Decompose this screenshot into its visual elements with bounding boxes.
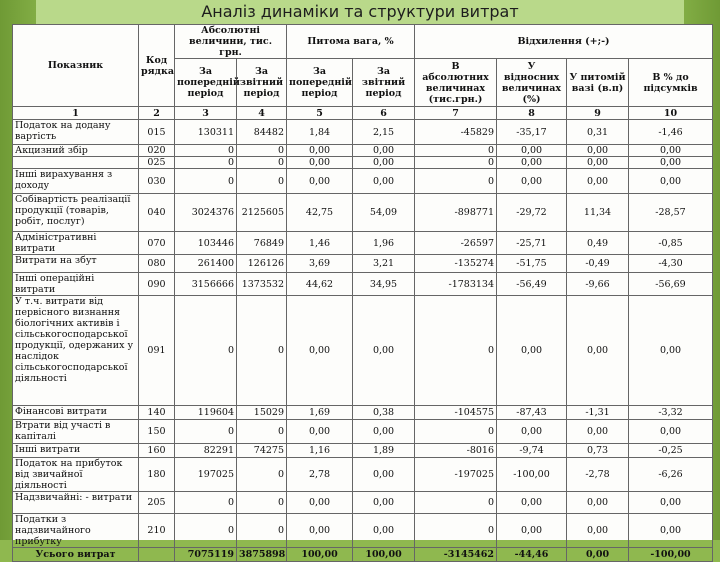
row-value: 0,00 — [353, 514, 415, 548]
row-value: 0 — [237, 296, 287, 406]
table-row — [13, 157, 713, 169]
row-value: 0,00 — [353, 169, 415, 194]
row-code: 160 — [139, 444, 175, 458]
total-value: -3145462 — [415, 548, 497, 562]
row-value: -100,00 — [497, 458, 567, 492]
row-value: -104575 — [415, 406, 497, 420]
total-value: 7075119 — [175, 548, 237, 562]
row-value: 0,00 — [567, 420, 629, 444]
col-number: 4 — [237, 107, 287, 120]
row-value: 0,00 — [287, 157, 353, 169]
expense-table-sheet — [12, 24, 712, 560]
row-value: -87,43 — [497, 406, 567, 420]
row-value: 0,00 — [567, 145, 629, 157]
row-value: 0,31 — [567, 120, 629, 145]
row-value: 0 — [415, 157, 497, 169]
row-value: 0 — [237, 169, 287, 194]
header-rel-dev: У відносних величинах (%) — [497, 59, 567, 107]
row-value: 0 — [175, 296, 237, 406]
row-value: 0,00 — [287, 514, 353, 548]
row-value: 0,00 — [629, 514, 713, 548]
row-value: 76849 — [237, 232, 287, 255]
header-abs-dev: В абсолютних величинах (тис.грн.) — [415, 59, 497, 107]
row-code: 030 — [139, 169, 175, 194]
row-value: 0,38 — [353, 406, 415, 420]
total-value: -44,46 — [497, 548, 567, 562]
table-row — [13, 120, 713, 145]
expense-table — [12, 24, 713, 562]
row-code: 025 — [139, 157, 175, 169]
row-code: 015 — [139, 120, 175, 145]
row-value: 0,00 — [287, 420, 353, 444]
table-row — [13, 444, 713, 458]
row-value: 0,00 — [497, 492, 567, 514]
row-value: -135274 — [415, 255, 497, 273]
row-value: -25,71 — [497, 232, 567, 255]
row-value: 1,96 — [353, 232, 415, 255]
row-value: 0 — [175, 157, 237, 169]
total-label: Усього витрат — [13, 548, 139, 562]
row-value: 3,69 — [287, 255, 353, 273]
row-value: -197025 — [415, 458, 497, 492]
total-value: 100,00 — [287, 548, 353, 562]
header-share: Питома вага, % — [287, 25, 415, 59]
total-value: 100,00 — [353, 548, 415, 562]
row-value: 1,69 — [287, 406, 353, 420]
row-code: 140 — [139, 406, 175, 420]
row-value: 3024376 — [175, 194, 237, 232]
table-row — [13, 232, 713, 255]
row-code: 150 — [139, 420, 175, 444]
row-value: -26597 — [415, 232, 497, 255]
row-value: 197025 — [175, 458, 237, 492]
row-value: 0,00 — [497, 169, 567, 194]
row-value: 0,00 — [353, 458, 415, 492]
row-value: 0,00 — [567, 492, 629, 514]
row-value: 0 — [237, 514, 287, 548]
row-indicator: Втрати від участі в капіталі — [13, 420, 139, 444]
row-value: 0 — [237, 458, 287, 492]
row-code: 205 — [139, 492, 175, 514]
row-value: 0,00 — [353, 420, 415, 444]
table-row — [13, 273, 713, 296]
row-indicator: Акцизний збір — [13, 145, 139, 157]
col-number: 10 — [629, 107, 713, 120]
header-prev: За попередній період — [175, 59, 237, 107]
row-indicator: Витрати на збут — [13, 255, 139, 273]
row-value: -51,75 — [497, 255, 567, 273]
row-value: 11,34 — [567, 194, 629, 232]
row-value: 3156666 — [175, 273, 237, 296]
row-value: -898771 — [415, 194, 497, 232]
row-value: 0,00 — [497, 420, 567, 444]
row-code: 210 — [139, 514, 175, 548]
row-value: 0 — [415, 145, 497, 157]
table-row — [13, 296, 713, 406]
row-value: 2,78 — [287, 458, 353, 492]
row-value: 0 — [237, 145, 287, 157]
row-value: 130311 — [175, 120, 237, 145]
row-value: 0,73 — [567, 444, 629, 458]
col-number: 5 — [287, 107, 353, 120]
row-indicator — [13, 157, 139, 169]
row-value: -56,49 — [497, 273, 567, 296]
row-value: 126126 — [237, 255, 287, 273]
total-row — [13, 548, 713, 562]
row-value: 0 — [237, 157, 287, 169]
row-value: 0,00 — [629, 169, 713, 194]
col-number: 1 — [13, 107, 139, 120]
table-row — [13, 406, 713, 420]
row-value: 0,00 — [497, 145, 567, 157]
row-value: 0,00 — [287, 169, 353, 194]
row-value: 0,00 — [629, 296, 713, 406]
row-value: 0 — [237, 492, 287, 514]
row-value: -35,17 — [497, 120, 567, 145]
row-value: 0,49 — [567, 232, 629, 255]
row-value: 0 — [175, 420, 237, 444]
header-deviation: Відхилення (+;-) — [415, 25, 713, 59]
row-value: -29,72 — [497, 194, 567, 232]
table-body — [13, 120, 713, 562]
page-title: Аналіз динаміки та структури витрат — [201, 2, 519, 21]
row-value: 1,46 — [287, 232, 353, 255]
header-curr-share: За звітний період — [353, 59, 415, 107]
total-value: 3875898 — [237, 548, 287, 562]
row-value: 0 — [415, 420, 497, 444]
table-row — [13, 458, 713, 492]
row-indicator: Інші операційні витрати — [13, 273, 139, 296]
row-value: 42,75 — [287, 194, 353, 232]
total-code — [139, 548, 175, 562]
row-code: 080 — [139, 255, 175, 273]
table-row — [13, 194, 713, 232]
row-value: 103446 — [175, 232, 237, 255]
row-value: 1,84 — [287, 120, 353, 145]
table-row — [13, 169, 713, 194]
row-indicator: Податок на прибуток від звичайної діяльності — [13, 458, 139, 492]
row-code: 070 — [139, 232, 175, 255]
row-value: 0,00 — [497, 514, 567, 548]
row-value: 0,00 — [287, 145, 353, 157]
row-value: 0,00 — [629, 420, 713, 444]
row-value: 0,00 — [287, 492, 353, 514]
header-share-dev: У питомій вазі (в.п) — [567, 59, 629, 107]
row-value: 0 — [175, 145, 237, 157]
header-indicator: Показник — [13, 25, 139, 107]
row-value: 0 — [415, 169, 497, 194]
row-code: 090 — [139, 273, 175, 296]
row-value: -4,30 — [629, 255, 713, 273]
row-value: 44,62 — [287, 273, 353, 296]
row-value: -45829 — [415, 120, 497, 145]
row-value: 0,00 — [567, 296, 629, 406]
header-prev-share: За попередній період — [287, 59, 353, 107]
col-number: 6 — [353, 107, 415, 120]
row-value: 261400 — [175, 255, 237, 273]
row-value: 84482 — [237, 120, 287, 145]
col-number: 2 — [139, 107, 175, 120]
table-row — [13, 492, 713, 514]
row-value: -3,32 — [629, 406, 713, 420]
row-value: -0,85 — [629, 232, 713, 255]
row-value: -8016 — [415, 444, 497, 458]
row-value: -0,49 — [567, 255, 629, 273]
table-row — [13, 514, 713, 548]
row-value: 15029 — [237, 406, 287, 420]
row-value: 0,00 — [497, 296, 567, 406]
row-value: 0 — [237, 420, 287, 444]
row-value: 0,00 — [287, 296, 353, 406]
row-indicator: Адміністративні витрати — [13, 232, 139, 255]
row-code: 040 — [139, 194, 175, 232]
row-value: -0,25 — [629, 444, 713, 458]
col-number: 7 — [415, 107, 497, 120]
header-curr: За звітний період — [237, 59, 287, 107]
total-value: 0,00 — [567, 548, 629, 562]
row-value: -9,74 — [497, 444, 567, 458]
row-value: 0 — [415, 514, 497, 548]
row-value: 74275 — [237, 444, 287, 458]
row-indicator: Фінансові витрати — [13, 406, 139, 420]
row-code: 020 — [139, 145, 175, 157]
row-value: 0,00 — [353, 296, 415, 406]
row-indicator: Податки з надзвичайного прибутку — [13, 514, 139, 548]
row-value: 82291 — [175, 444, 237, 458]
row-value: 0,00 — [629, 145, 713, 157]
table-row — [13, 255, 713, 273]
row-code: 180 — [139, 458, 175, 492]
row-value: -9,66 — [567, 273, 629, 296]
row-value: 119604 — [175, 406, 237, 420]
row-value: 0,00 — [353, 492, 415, 514]
row-value: 34,95 — [353, 273, 415, 296]
col-number: 8 — [497, 107, 567, 120]
row-value: -6,26 — [629, 458, 713, 492]
row-value: -1783134 — [415, 273, 497, 296]
row-value: 1,89 — [353, 444, 415, 458]
row-indicator: Собівартість реалізації продукції (товарів, робіт, послуг) — [13, 194, 139, 232]
row-value: 0,00 — [353, 157, 415, 169]
row-value: 2125605 — [237, 194, 287, 232]
header-code: Код рядка — [139, 25, 175, 107]
row-value: 0,00 — [567, 157, 629, 169]
row-indicator: У т.ч. витрати від первісного визнання біологічних активів і сільськогосподарської продукції, одержаних у наслідок сільськогосподарської діяльності — [13, 296, 139, 406]
row-indicator: Надзвичайні: - витрати — [13, 492, 139, 514]
row-value: 54,09 — [353, 194, 415, 232]
row-indicator: Податок на додану вартість — [13, 120, 139, 145]
row-value: -28,57 — [629, 194, 713, 232]
row-value: 1,16 — [287, 444, 353, 458]
row-value: 0 — [175, 169, 237, 194]
row-value: 1373532 — [237, 273, 287, 296]
row-value: 0 — [415, 492, 497, 514]
row-value: 0,00 — [497, 157, 567, 169]
row-code: 091 — [139, 296, 175, 406]
row-value: 0 — [175, 514, 237, 548]
row-value: 0,00 — [567, 169, 629, 194]
table-row — [13, 145, 713, 157]
col-number: 9 — [567, 107, 629, 120]
row-value: 0,00 — [629, 157, 713, 169]
header-pct-total: В % до підсумків — [629, 59, 713, 107]
table-row — [13, 420, 713, 444]
row-value: 0,00 — [629, 492, 713, 514]
row-value: -1,31 — [567, 406, 629, 420]
row-value: 0 — [175, 492, 237, 514]
row-indicator: Інші вирахування з доходу — [13, 169, 139, 194]
row-value: -2,78 — [567, 458, 629, 492]
row-indicator: Інші витрати — [13, 444, 139, 458]
header-absolute: Абсолютні величини, тис. грн. — [175, 25, 287, 59]
row-value: 2,15 — [353, 120, 415, 145]
row-value: -1,46 — [629, 120, 713, 145]
row-value: 0,00 — [353, 145, 415, 157]
total-value: -100,00 — [629, 548, 713, 562]
row-value: 0,00 — [567, 514, 629, 548]
row-value: 3,21 — [353, 255, 415, 273]
row-value: -56,69 — [629, 273, 713, 296]
row-value: 0 — [415, 296, 497, 406]
col-number: 3 — [175, 107, 237, 120]
